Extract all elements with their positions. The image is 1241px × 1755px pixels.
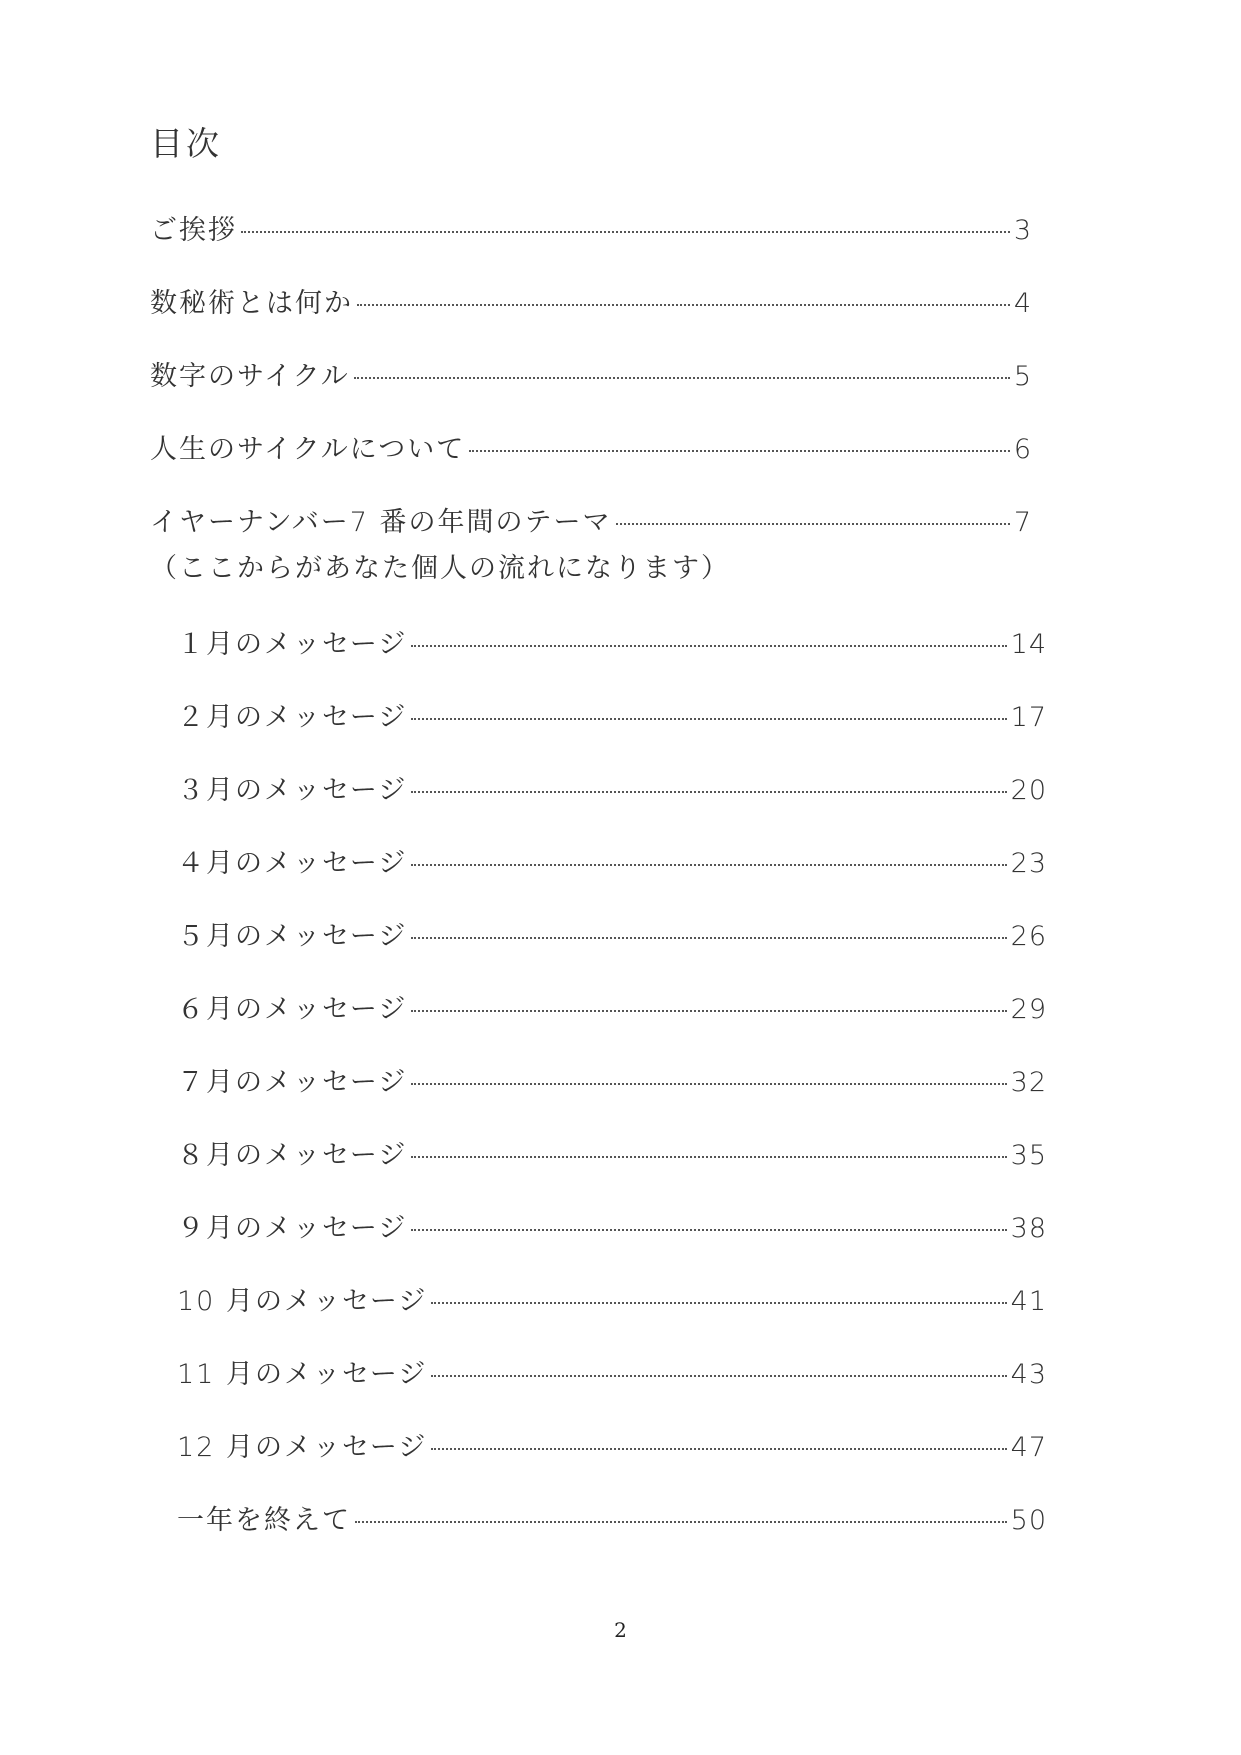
dot-leader (411, 864, 1006, 866)
toc-entry-label: 数字のサイクル (150, 361, 350, 392)
toc-month-entry[interactable] (177, 1352, 1047, 1391)
toc-entry-page: 32 (1010, 1067, 1047, 1098)
toc-entry-page: 17 (1010, 702, 1047, 733)
toc-entry-page: 47 (1010, 1432, 1047, 1463)
toc-month-entry[interactable] (177, 1060, 1047, 1099)
toc-entry-label: １月のメッセージ (177, 629, 408, 660)
toc-entry-label: ３月のメッセージ (177, 775, 408, 806)
toc-entry-label: イヤーナンバー7 番の年間のテーマ (150, 507, 612, 538)
page-number: 2 (614, 1618, 627, 1642)
dot-leader (411, 937, 1006, 939)
toc-entry-page: 26 (1010, 921, 1047, 952)
toc-month-entry[interactable] (177, 914, 1047, 953)
toc-entry-label: ８月のメッセージ (177, 1140, 408, 1171)
toc-entry-page: 4 (1013, 288, 1032, 319)
toc-month-entry[interactable] (177, 1498, 1047, 1537)
toc-entry[interactable] (150, 427, 1032, 466)
dot-leader (431, 1448, 1006, 1450)
dot-leader (354, 377, 1010, 379)
toc-entry-page: 14 (1010, 629, 1047, 660)
toc-month-entry[interactable] (177, 695, 1047, 734)
toc-entry-page: 50 (1010, 1505, 1047, 1536)
toc-entry-label: ５月のメッセージ (177, 921, 408, 952)
toc-month-entry[interactable] (177, 841, 1047, 880)
toc-month-entry[interactable] (177, 1425, 1047, 1464)
toc-entry-label: 一年を終えて (177, 1505, 351, 1536)
dot-leader (357, 304, 1010, 306)
toc-entry-label: ９月のメッセージ (177, 1213, 408, 1244)
toc-month-entry[interactable] (177, 1279, 1047, 1318)
toc-entry-page: 35 (1010, 1140, 1047, 1171)
dot-leader (411, 718, 1006, 720)
toc-entry-label: 数秘術とは何か (150, 288, 353, 319)
toc-month-entry[interactable] (177, 622, 1047, 661)
section-note: （ここからがあなた個人の流れになります） (150, 553, 730, 584)
toc-entry-page: 23 (1010, 848, 1047, 879)
dot-leader (355, 1521, 1007, 1523)
toc-entry[interactable] (150, 354, 1032, 393)
toc-entry-page: 43 (1010, 1359, 1047, 1390)
toc-entry-label: ２月のメッセージ (177, 702, 408, 733)
toc-entry-label: 10 月のメッセージ (177, 1286, 428, 1317)
toc-entry-label: ご挨拶 (150, 215, 237, 246)
dot-leader (411, 791, 1006, 793)
toc-entry-label: 人生のサイクルについて (150, 434, 466, 465)
toc-entry-page: 41 (1010, 1286, 1047, 1317)
dot-leader (411, 1010, 1006, 1012)
toc-entry-page: 3 (1013, 215, 1032, 246)
dot-leader (411, 1156, 1006, 1158)
toc-entry-page: 38 (1010, 1213, 1047, 1244)
toc-entry[interactable] (150, 281, 1032, 320)
toc-entry[interactable] (150, 208, 1032, 247)
toc-month-entry[interactable] (177, 1206, 1047, 1245)
dot-leader (431, 1302, 1006, 1304)
toc-entry-label: 11 月のメッセージ (177, 1359, 428, 1390)
dot-leader (469, 450, 1010, 452)
dot-leader (411, 1229, 1006, 1231)
dot-leader (431, 1375, 1006, 1377)
toc-month-entry[interactable] (177, 768, 1047, 807)
toc-entry-page: 7 (1013, 507, 1032, 538)
toc-entry-page: 20 (1010, 775, 1047, 806)
dot-leader (616, 523, 1010, 525)
toc-title: 目次 (150, 124, 222, 163)
toc-entry-label: ４月のメッセージ (177, 848, 408, 879)
dot-leader (411, 1083, 1006, 1085)
dot-leader (241, 231, 1010, 233)
toc-entry-page: 29 (1010, 994, 1047, 1025)
toc-entry-label: ６月のメッセージ (177, 994, 408, 1025)
toc-month-entry[interactable] (177, 987, 1047, 1026)
toc-entry-page: 5 (1013, 361, 1032, 392)
toc-entry-label: 12 月のメッセージ (177, 1432, 428, 1463)
toc-entry-label: ７月のメッセージ (177, 1067, 408, 1098)
toc-entry-page: 6 (1013, 434, 1032, 465)
dot-leader (411, 645, 1006, 647)
toc-month-entry[interactable] (177, 1133, 1047, 1172)
toc-entry[interactable] (150, 500, 1032, 539)
